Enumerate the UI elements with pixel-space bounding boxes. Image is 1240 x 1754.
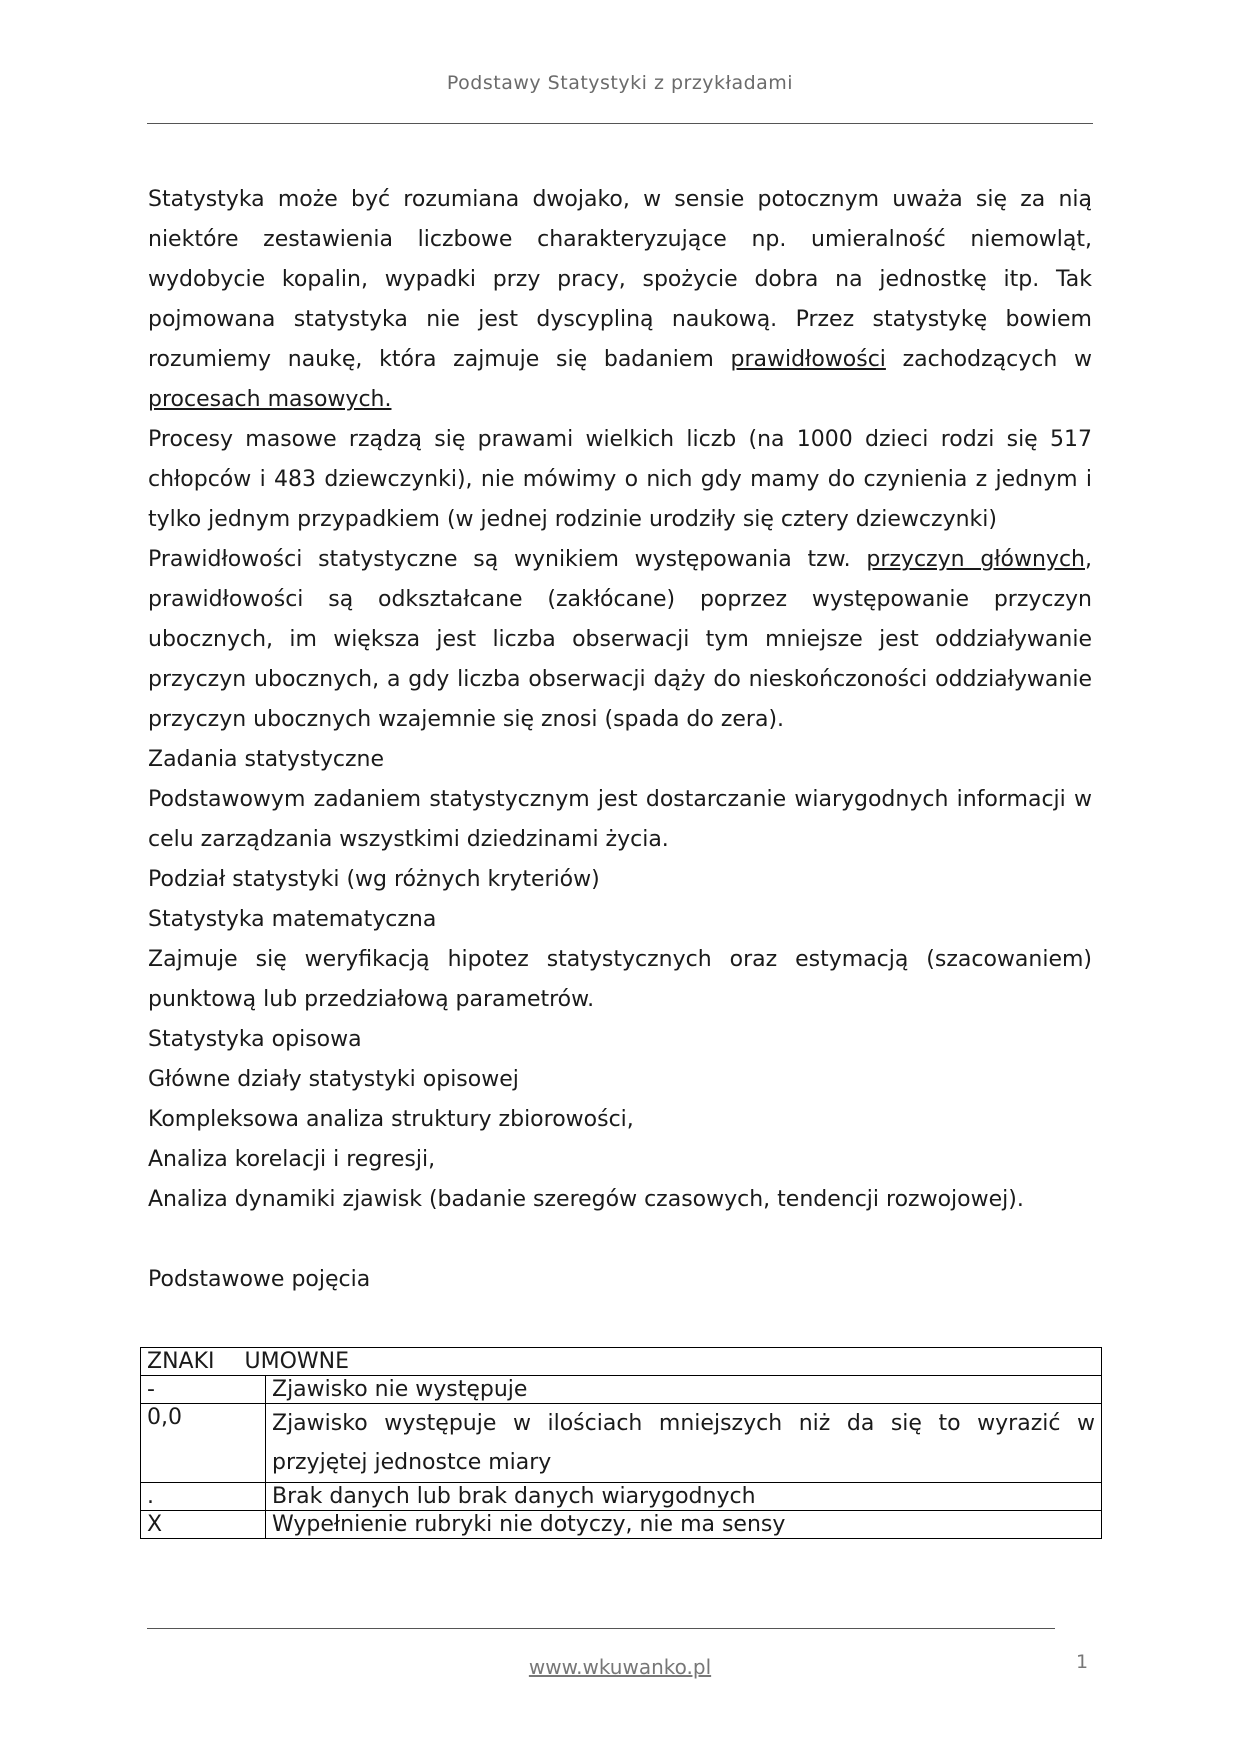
table-row bbox=[141, 1404, 1102, 1483]
symbol-cell: 0,0 bbox=[141, 1404, 266, 1483]
symbol-cell: . bbox=[141, 1483, 266, 1511]
table-header-cell bbox=[141, 1348, 1102, 1376]
spacer bbox=[148, 1220, 1092, 1260]
table-header-row bbox=[141, 1348, 1102, 1376]
paragraph-definition bbox=[148, 180, 1092, 420]
heading-main-branches: Główne działy statystyki opisowej bbox=[148, 1067, 519, 1092]
description-cell: Zjawisko występuje w ilościach mniejszych niż da się to wyrazić w przyjętej jednostce miary bbox=[266, 1404, 1102, 1483]
footer-website-link[interactable]: www.wkuwanko.pl bbox=[528, 1655, 712, 1679]
table-row bbox=[141, 1511, 1102, 1539]
paragraph-text: , prawidłowości są odkształcane (zakłócane) poprzez występowanie przyczyn ubocznych, im większa jest liczba obserwacji tym mniejsze jest oddziaływanie przyczyn ubocznych, a gdy liczba obserwacji dąży do nieskończoności oddziaływanie przyczyn ubocznych wzajemnie się znosi (spada do zera). bbox=[148, 547, 1092, 732]
page-number: 1 bbox=[1076, 1651, 1089, 1673]
description-cell: Brak danych lub brak danych wiarygodnych bbox=[266, 1483, 1102, 1511]
paragraph-basic-task: Podstawowym zadaniem statystycznym jest dostarczanie wiarygodnych informacji w celu zarządzania wszystkimi dziedzinami życia. bbox=[148, 787, 1092, 852]
list-item-dynamics: Analiza dynamiki zjawisk (badanie szeregów czasowych, tendencji rozwojowej). bbox=[148, 1187, 1024, 1212]
heading-statistical-tasks: Zadania statystyczne bbox=[148, 747, 384, 772]
symbol-cell: X bbox=[141, 1511, 266, 1539]
heading-basic-concepts: Podstawowe pojęcia bbox=[148, 1267, 371, 1292]
description-cell: Wypełnienie rubryki nie dotyczy, nie ma sensy bbox=[266, 1511, 1102, 1539]
paragraph-regularities bbox=[148, 540, 1092, 740]
table-row bbox=[141, 1376, 1102, 1404]
paragraph-text: Statystyka może być rozumiana dwojako, w sensie potocznym uważa się za nią niektóre zestawienia liczbowe charakteryzujące np. umieralność niemowląt, wydobycie kopalin, wypadki przy pracy, spożycie dobra na jednostkę itp. Tak pojmowana statystyka nie jest dyscypliną naukową. Przez statystykę bowiem rozumiemy naukę, która zajmuje się badaniem bbox=[148, 187, 1092, 372]
header-title: Podstawy Statystyki z przykładami bbox=[446, 72, 794, 94]
symbols-table bbox=[140, 1347, 1102, 1539]
table-header-word: ZNAKI bbox=[147, 1349, 215, 1374]
link-procesach-masowych[interactable]: procesach masowych. bbox=[148, 387, 392, 412]
document-body bbox=[148, 180, 1092, 1300]
table-header-word: UMOWNE bbox=[244, 1349, 350, 1374]
header-divider bbox=[147, 123, 1093, 124]
table-row bbox=[141, 1483, 1102, 1511]
symbol-cell: - bbox=[141, 1376, 266, 1404]
paragraph-text: Prawidłowości statystyczne są wynikiem występowania tzw. bbox=[148, 547, 867, 572]
heading-mathematical-statistics: Statystyka matematyczna bbox=[148, 907, 437, 932]
heading-descriptive-statistics: Statystyka opisowa bbox=[148, 1027, 362, 1052]
list-item-structure-analysis: Kompleksowa analiza struktury zbiorowości, bbox=[148, 1107, 634, 1132]
heading-division: Podział statystyki (wg różnych kryteriów) bbox=[148, 867, 600, 892]
paragraph-mathematical-statistics: Zajmuje się weryfikacją hipotez statystycznych oraz estymacją (szacowaniem) punktową lub przedziałową parametrów. bbox=[148, 947, 1092, 1012]
link-przyczyn-glownych[interactable]: przyczyn głównych bbox=[866, 547, 1085, 572]
paragraph-text: zachodzących w bbox=[885, 347, 1092, 372]
description-cell: Zjawisko nie występuje bbox=[266, 1376, 1102, 1404]
list-item-correlation: Analiza korelacji i regresji, bbox=[148, 1147, 436, 1172]
footer-divider bbox=[147, 1628, 1055, 1629]
link-prawidlowosci[interactable]: prawidłowości bbox=[730, 347, 886, 372]
paragraph-mass-processes: Procesy masowe rządzą się prawami wielkich liczb (na 1000 dzieci rodzi się 517 chłopców i 483 dziewczynki), nie mówimy o nich gdy mamy do czynienia z jednym i tylko jednym przypadkiem (w jednej rodzinie urodziły się cztery dziewczynki) bbox=[148, 427, 1092, 532]
